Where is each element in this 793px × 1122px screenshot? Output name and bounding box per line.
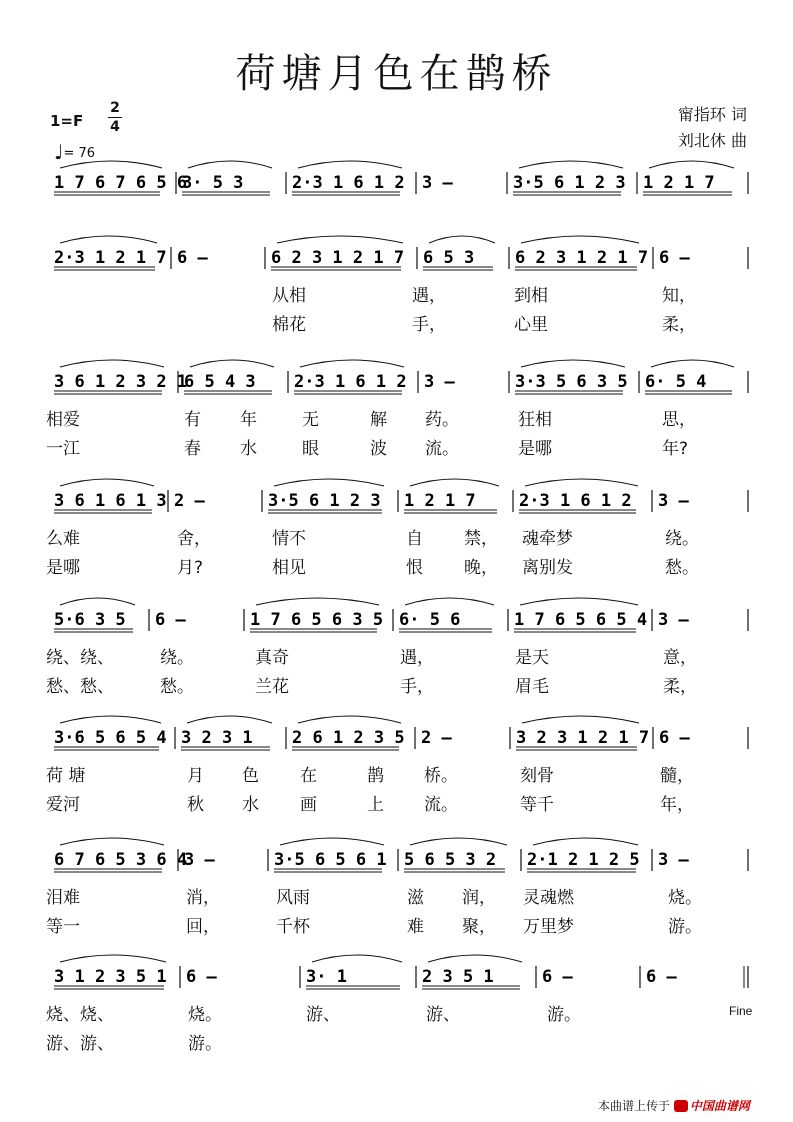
lyric-word: 灵魂燃 xyxy=(523,888,574,908)
measure-notes: 1 7 6 7 6 5 6 xyxy=(54,173,188,193)
lyric-word: 消， xyxy=(186,888,220,908)
lyric-word: 柔， xyxy=(663,677,697,697)
slur xyxy=(312,955,402,962)
measure-notes: 1 2 1 7 xyxy=(643,173,715,193)
lyric-word: 烧、烧、 xyxy=(46,1005,114,1025)
lyric-word: 桥。 xyxy=(424,766,458,786)
lyric-word: 从相 xyxy=(272,286,306,306)
measure-notes: 6 — xyxy=(542,967,573,987)
lyric-word: 魂牵梦 xyxy=(522,529,573,549)
measure-notes: 3·5 6 1 2 3 xyxy=(268,491,381,511)
lyric-word: 游。 xyxy=(547,1005,581,1025)
lyric-word: 游。 xyxy=(668,917,702,937)
lyric-word: 难 xyxy=(407,917,424,937)
slur xyxy=(60,598,135,605)
meter-bottom: 4 xyxy=(110,119,120,135)
lyric-word: 月? xyxy=(177,558,204,578)
lyric-word: 一江 xyxy=(46,439,80,459)
lyric-word: 眼 xyxy=(302,439,319,459)
lyric-word: 是天 xyxy=(515,648,549,668)
lyric-word: 游。 xyxy=(188,1034,222,1054)
measure-notes: 3 — xyxy=(424,372,455,392)
measure-notes: 3 — xyxy=(422,173,453,193)
measure-notes: 6 — xyxy=(186,967,217,987)
slur xyxy=(429,236,495,243)
lyric-word: 波 xyxy=(370,439,387,459)
lyric-word: 流。 xyxy=(425,439,459,459)
meter-top: 2 xyxy=(110,100,120,116)
measure-notes: 1 7 6 5 6 3 5 xyxy=(250,610,384,630)
lyric-word: 荷 塘 xyxy=(46,766,86,786)
measure-notes: 6 — xyxy=(177,248,208,268)
slur xyxy=(405,598,494,605)
lyric-word: 愁。 xyxy=(665,558,699,578)
slur xyxy=(274,479,384,486)
measure-notes: 6 — xyxy=(646,967,677,987)
measure-notes: 6· 5 6 xyxy=(399,610,461,630)
site-brand: 中国曲谱网 xyxy=(689,1099,750,1113)
lyric-word: 心里 xyxy=(514,315,548,335)
measure-notes: 3·3 5 6 3 5 xyxy=(515,372,628,392)
lyric-word: 画 xyxy=(300,795,317,815)
measure-notes: 2 — xyxy=(421,728,452,748)
lyric-word: 自 xyxy=(406,529,423,549)
lyric-word: 水 xyxy=(240,439,257,459)
measure-notes: 2·1 2 1 2 5 xyxy=(527,850,640,870)
lyric-word: 月 xyxy=(187,766,204,786)
slur xyxy=(519,161,623,168)
lyric-word: 愁、愁、 xyxy=(46,677,114,697)
slur xyxy=(521,236,639,243)
measure-notes: 6 — xyxy=(659,728,690,748)
lyric-word: 绕、绕、 xyxy=(46,648,114,668)
slur xyxy=(533,838,638,845)
upload-note: 本曲谱上传于 xyxy=(598,1099,671,1113)
lyric-word: 刻骨 xyxy=(520,766,554,786)
slur xyxy=(525,479,638,486)
measure-notes: 3 2 3 1 2 1 7 xyxy=(516,728,650,748)
lyric-word: 离别发 xyxy=(522,558,573,578)
slur xyxy=(298,716,401,723)
lyric-word: 绕。 xyxy=(160,648,194,668)
lyric-word: 烧。 xyxy=(668,888,702,908)
tempo-value: = 76 xyxy=(63,146,96,161)
lyric-word: 色 xyxy=(242,766,259,786)
slur xyxy=(521,360,625,367)
lyric-word: 恨 xyxy=(406,558,423,578)
lyric-word: 髓， xyxy=(660,766,694,786)
lyric-word: 遇， xyxy=(412,286,446,306)
lyric-word: 万里梦 xyxy=(523,917,574,937)
slur xyxy=(277,236,403,243)
lyric-word: 是哪 xyxy=(46,558,80,578)
lyric-word: 秋 xyxy=(187,795,204,815)
site-logo-icon xyxy=(674,1100,688,1112)
slur xyxy=(649,161,734,168)
lyric-word: 柔， xyxy=(662,315,696,335)
lyric-word: 狂相 xyxy=(518,410,552,430)
measure-notes: 6 2 3 1 2 1 7 xyxy=(271,248,405,268)
slur xyxy=(60,479,154,486)
lyric-word: 思， xyxy=(662,410,696,430)
lyric-word: 春 xyxy=(184,439,201,459)
lyric-word: 游、 xyxy=(426,1005,460,1025)
lyric-word: 千杯 xyxy=(276,917,310,937)
measure-notes: 2 6 1 2 3 5 xyxy=(292,728,405,748)
measure-notes: 6 — xyxy=(659,248,690,268)
measure-notes: 3 2 3 1 xyxy=(181,728,253,748)
measure-notes: 2·3 1 2 1 7 xyxy=(54,248,167,268)
lyric-word: 药。 xyxy=(425,410,459,430)
lyric-word: 等一 xyxy=(46,917,80,937)
lyric-word: 晚， xyxy=(464,558,498,578)
measure-notes: 3 — xyxy=(658,491,689,511)
slur xyxy=(651,360,734,367)
fine-marking: Fine xyxy=(729,1004,753,1018)
lyric-word: 解 xyxy=(370,410,387,430)
measure-notes: 5 6 5 3 2 xyxy=(404,850,497,870)
lyric-word: 回， xyxy=(186,917,220,937)
slur xyxy=(190,360,274,367)
slur xyxy=(60,955,166,962)
slur xyxy=(256,598,379,605)
lyric-word: 爱河 xyxy=(46,795,80,815)
lyric-word: 情不 xyxy=(272,529,306,549)
slur xyxy=(60,838,164,845)
lyric-word: 愁。 xyxy=(160,677,194,697)
measure-notes: 3 1 2 3 5 1 xyxy=(54,967,167,987)
composer-credit: 刘北休 曲 xyxy=(677,131,747,150)
lyricist-credit: 甯指环 词 xyxy=(677,105,747,124)
slur xyxy=(520,598,638,605)
footer xyxy=(598,1097,750,1114)
measure-notes: 3· 1 xyxy=(306,967,347,987)
slur xyxy=(280,838,384,845)
lyric-word: 聚， xyxy=(462,917,496,937)
lyric-word: 意， xyxy=(663,648,697,668)
measure-notes: 2·3 1 6 1 2 xyxy=(519,491,632,511)
measure-notes: 2 — xyxy=(174,491,205,511)
lyric-word: 润， xyxy=(462,888,496,908)
measure-notes: 6 5 4 3 xyxy=(184,372,256,392)
slur xyxy=(428,955,522,962)
measure-notes: 3·6 5 6 5 4 xyxy=(54,728,167,748)
measure-notes: 3· 5 3 xyxy=(182,173,244,193)
slur xyxy=(187,716,272,723)
lyric-word: 等千 xyxy=(520,795,554,815)
measure-notes: 2 3 5 1 xyxy=(422,967,494,987)
lyric-word: 年 xyxy=(240,410,257,430)
lyric-word: 有 xyxy=(184,410,201,430)
lyric-word: 上 xyxy=(367,795,384,815)
measure-notes: 6 2 3 1 2 1 7 xyxy=(515,248,649,268)
measure-notes: 6 — xyxy=(155,610,186,630)
measure-notes: 3 — xyxy=(658,610,689,630)
slur xyxy=(60,716,161,723)
lyric-word: 棉花 xyxy=(272,315,306,335)
quarter-note-icon: ♩ xyxy=(54,140,64,164)
measure-notes: 3 6 1 2 3 2 1 xyxy=(54,372,188,392)
measure-notes: 6 5 3 xyxy=(423,248,475,268)
measure-notes: 3·5 6 1 2 3 xyxy=(513,173,626,193)
lyric-word: 么难 xyxy=(46,529,80,549)
measure-notes: 3 — xyxy=(184,850,215,870)
lyric-word: 滋 xyxy=(407,888,424,908)
measure-notes: 6· 5 4 xyxy=(645,372,707,392)
measure-notes: 2·3 1 6 1 2 xyxy=(294,372,407,392)
lyric-word: 水 xyxy=(242,795,259,815)
lyric-word: 游、 xyxy=(306,1005,340,1025)
lyric-word: 兰花 xyxy=(255,677,289,697)
slur xyxy=(188,161,272,168)
slur xyxy=(410,838,507,845)
measure-notes: 1 2 1 7 xyxy=(404,491,476,511)
slur xyxy=(410,479,499,486)
slur xyxy=(60,161,162,168)
measure-notes: 3 — xyxy=(658,850,689,870)
lyric-word: 相见 xyxy=(272,558,306,578)
slur xyxy=(60,360,164,367)
lyric-word: 遇， xyxy=(400,648,434,668)
lyric-word: 流。 xyxy=(424,795,458,815)
lyric-word: 鹊 xyxy=(367,766,384,786)
lyric-word: 知， xyxy=(662,286,696,306)
measure-notes: 3·5 6 5 6 1 xyxy=(274,850,387,870)
lyric-word: 风雨 xyxy=(276,888,310,908)
lyric-word: 游、游、 xyxy=(46,1034,114,1054)
lyric-word: 是哪 xyxy=(518,439,552,459)
lyric-word: 真奇 xyxy=(255,648,289,668)
measure-notes: 3 6 1 6 1 3 xyxy=(54,491,167,511)
measure-notes: 1 7 6 5 6 5 4 xyxy=(514,610,648,630)
measure-notes: 6 7 6 5 3 6 4 xyxy=(54,850,188,870)
lyric-word: 年， xyxy=(660,795,694,815)
lyric-word: 舍， xyxy=(177,529,211,549)
lyric-word: 眉毛 xyxy=(515,677,549,697)
slur xyxy=(60,236,157,243)
lyric-word: 在 xyxy=(300,766,317,786)
lyric-word: 年? xyxy=(662,439,689,459)
song-title: 荷塘月色在鹊桥 xyxy=(235,51,558,97)
slur xyxy=(298,161,402,168)
slur xyxy=(522,716,639,723)
lyric-word: 无 xyxy=(302,410,319,430)
lyric-word: 手， xyxy=(400,677,434,697)
lyric-word: 泪难 xyxy=(46,888,80,908)
lyric-word: 相爱 xyxy=(46,410,80,430)
lyric-word: 到相 xyxy=(514,286,548,306)
measure-notes: 2·3 1 6 1 2 xyxy=(292,173,405,193)
lyric-word: 手， xyxy=(412,315,446,335)
slur xyxy=(300,360,404,367)
measure-notes: 5·6 3 5 xyxy=(54,610,126,630)
lyric-word: 烧。 xyxy=(188,1005,222,1025)
key-signature: 1=F xyxy=(50,112,84,130)
lyric-word: 禁， xyxy=(464,529,498,549)
lyric-word: 绕。 xyxy=(665,529,699,549)
